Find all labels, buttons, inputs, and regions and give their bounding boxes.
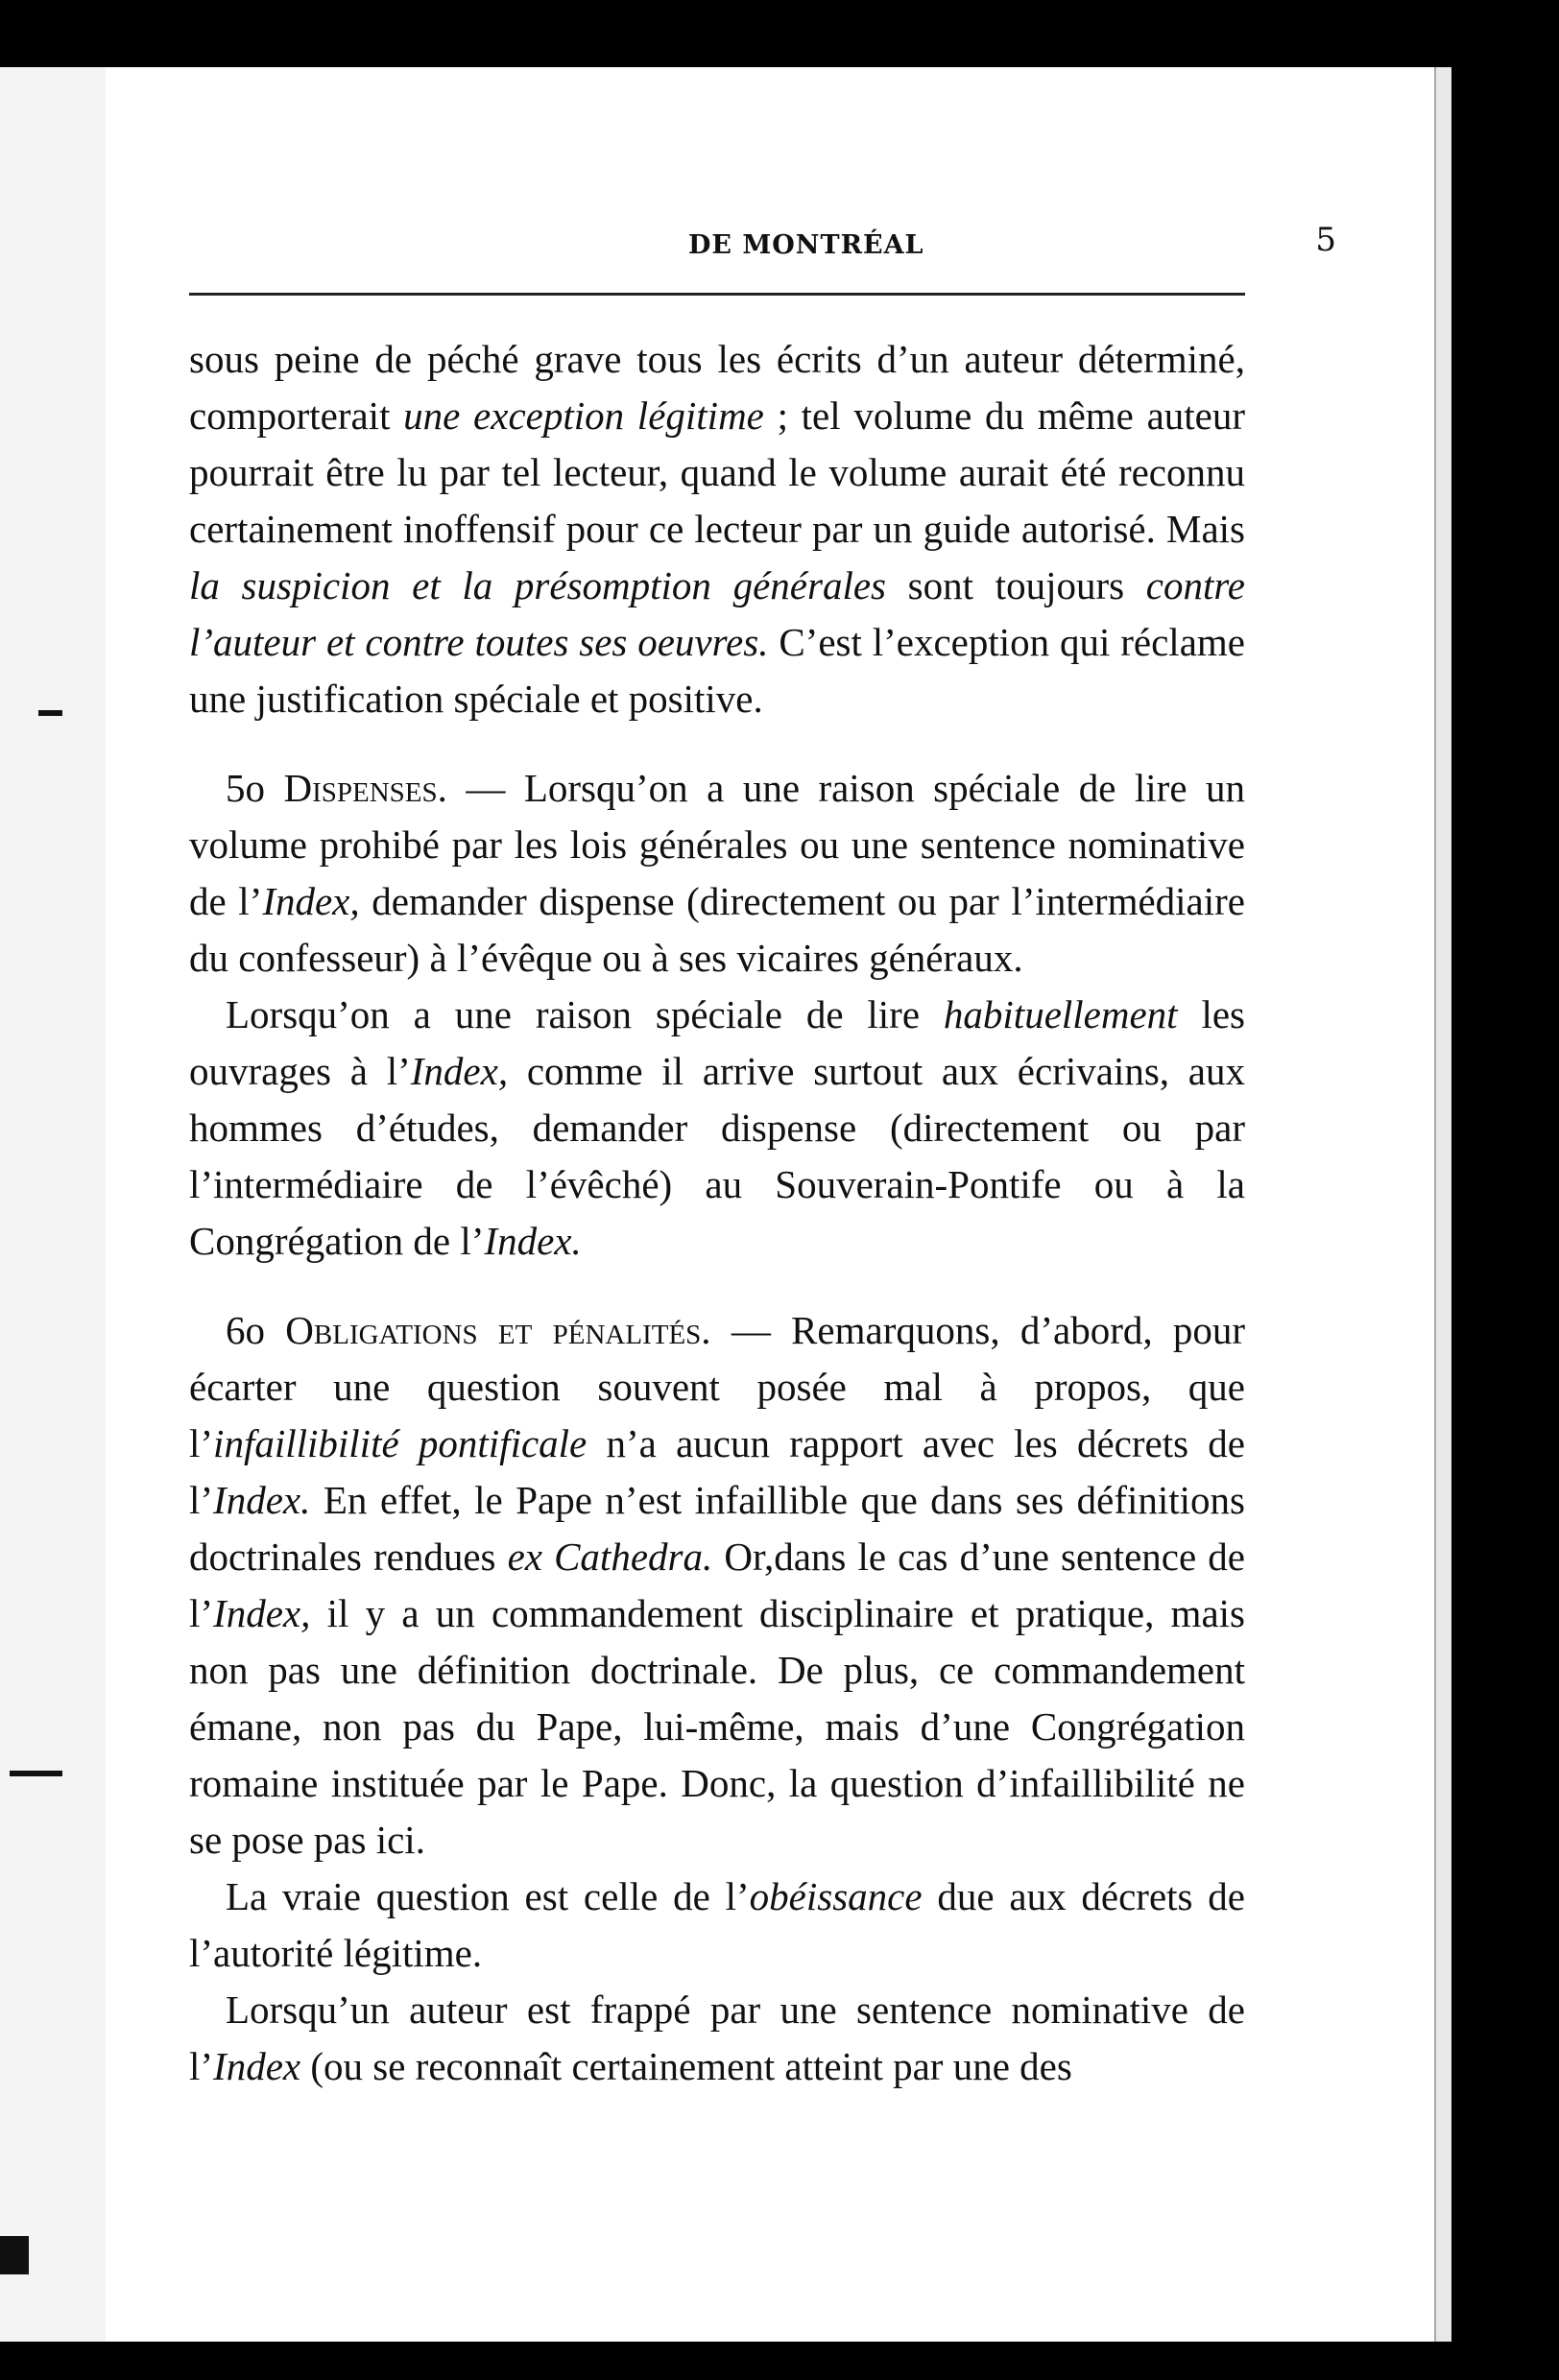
italic-run: obéissance xyxy=(749,1874,923,1918)
page-header xyxy=(189,158,1348,302)
text-run: (ou se reconnaît certainement atteint par une des xyxy=(300,2044,1072,2088)
text-run: ; tel volume du même auteur pourrait être lu par tel lecteur, quand le volume aurait été reconnu certainement inoffensif pour ce lecteur par un guide autorisé. Mais xyxy=(189,393,1246,551)
book-spine-edge xyxy=(0,67,115,2342)
header-rule xyxy=(189,293,1245,296)
page-right-edge xyxy=(1434,67,1451,2342)
spine-mark xyxy=(38,710,62,716)
paragraph xyxy=(189,1982,1245,2095)
text-run: sous peine de péché grave tous les écrits d’un auteur déterminé, comporterait xyxy=(189,337,1245,438)
body-text xyxy=(189,331,1245,2095)
paragraph-dispenses xyxy=(189,760,1245,987)
italic-run: Index, xyxy=(410,1049,509,1093)
italic-run: ex Cathedra. xyxy=(507,1535,713,1579)
text-run: les ouvrages à l’ xyxy=(189,992,1245,1093)
italic-run: infaillibilité pontificale xyxy=(213,1421,588,1465)
text-run: due aux décrets de l’autorité légitime. xyxy=(189,1874,1245,1975)
paragraph xyxy=(189,987,1245,1270)
section-heading: Obligations et pénalités. xyxy=(285,1308,711,1352)
italic-run: Index, xyxy=(213,1591,311,1635)
text-run: En effet, le Pape n’est infaillible que dans ses définitions doctrinales rendues xyxy=(189,1478,1245,1579)
section-number: 5o xyxy=(226,766,284,810)
text-run: comme il arrive surtout aux écrivains, aux hommes d’études, demander dispense (directement ou par l’intermédiaire de l’évêché) au Souverain-Pontife ou à la Congrégation de l’ xyxy=(189,1049,1246,1263)
text-run: La vraie question est celle de l’ xyxy=(226,1874,750,1918)
italic-run: habituellement xyxy=(943,992,1178,1036)
text-run: il y a un commandement disciplinaire et pratique, mais non pas une définition doctrinale. De plus, ce commandement émane, non pas du Pape, lui-même, mais d’une Congrégation romaine instituée par le Pape. Donc, la question d’infaillibilité ne se pose pas ici. xyxy=(189,1591,1245,1862)
text-run: Lorsqu’on a une raison spéciale de lire xyxy=(226,992,944,1036)
section-heading: Dispenses. xyxy=(283,766,447,810)
italic-run: Index xyxy=(213,2044,301,2088)
italic-run: la suspicion et la présomption générales xyxy=(189,563,886,607)
spine-mark xyxy=(0,2236,29,2274)
italic-run: contre l’auteur et contre toutes ses oeuvres. xyxy=(189,563,1245,664)
text-run: sont toujours xyxy=(886,563,1146,607)
italic-run: Index. xyxy=(484,1219,582,1263)
italic-run: Index, xyxy=(262,879,360,923)
paragraph xyxy=(189,1868,1245,1982)
text-run: Or,dans le cas d’une sentence de l’ xyxy=(189,1535,1245,1635)
text-run: C’est l’exception qui réclame une justification spéciale et positive. xyxy=(189,620,1245,721)
text-run: demander dispense (directement ou par l’intermédiaire du confesseur) à l’évêque ou à ses vicaires généraux. xyxy=(189,879,1245,980)
running-head: DE MONTRÉAL xyxy=(688,230,924,260)
book-page xyxy=(106,67,1434,2342)
text-run: — Lorsqu’on a une raison spéciale de lire un volume prohibé par les lois générales ou une sentence nominative de l’ xyxy=(189,766,1245,923)
text-run: n’a aucun rapport avec les décrets de l’ xyxy=(189,1421,1245,1522)
paragraph xyxy=(189,331,1245,727)
italic-run: une exception légitime xyxy=(403,393,764,438)
page-number: 5 xyxy=(1315,221,1336,259)
section-number: 6o xyxy=(226,1308,286,1352)
spine-mark xyxy=(10,1771,62,1776)
paragraph-obligations xyxy=(189,1302,1245,1868)
text-run: — Remarquons, d’abord, pour écarter une question souvent posée mal à propos, que l’ xyxy=(189,1308,1246,1465)
italic-run: Index. xyxy=(213,1478,311,1522)
text-run: Lorsqu’un auteur est frappé par une sentence nominative de l’ xyxy=(189,1987,1245,2088)
